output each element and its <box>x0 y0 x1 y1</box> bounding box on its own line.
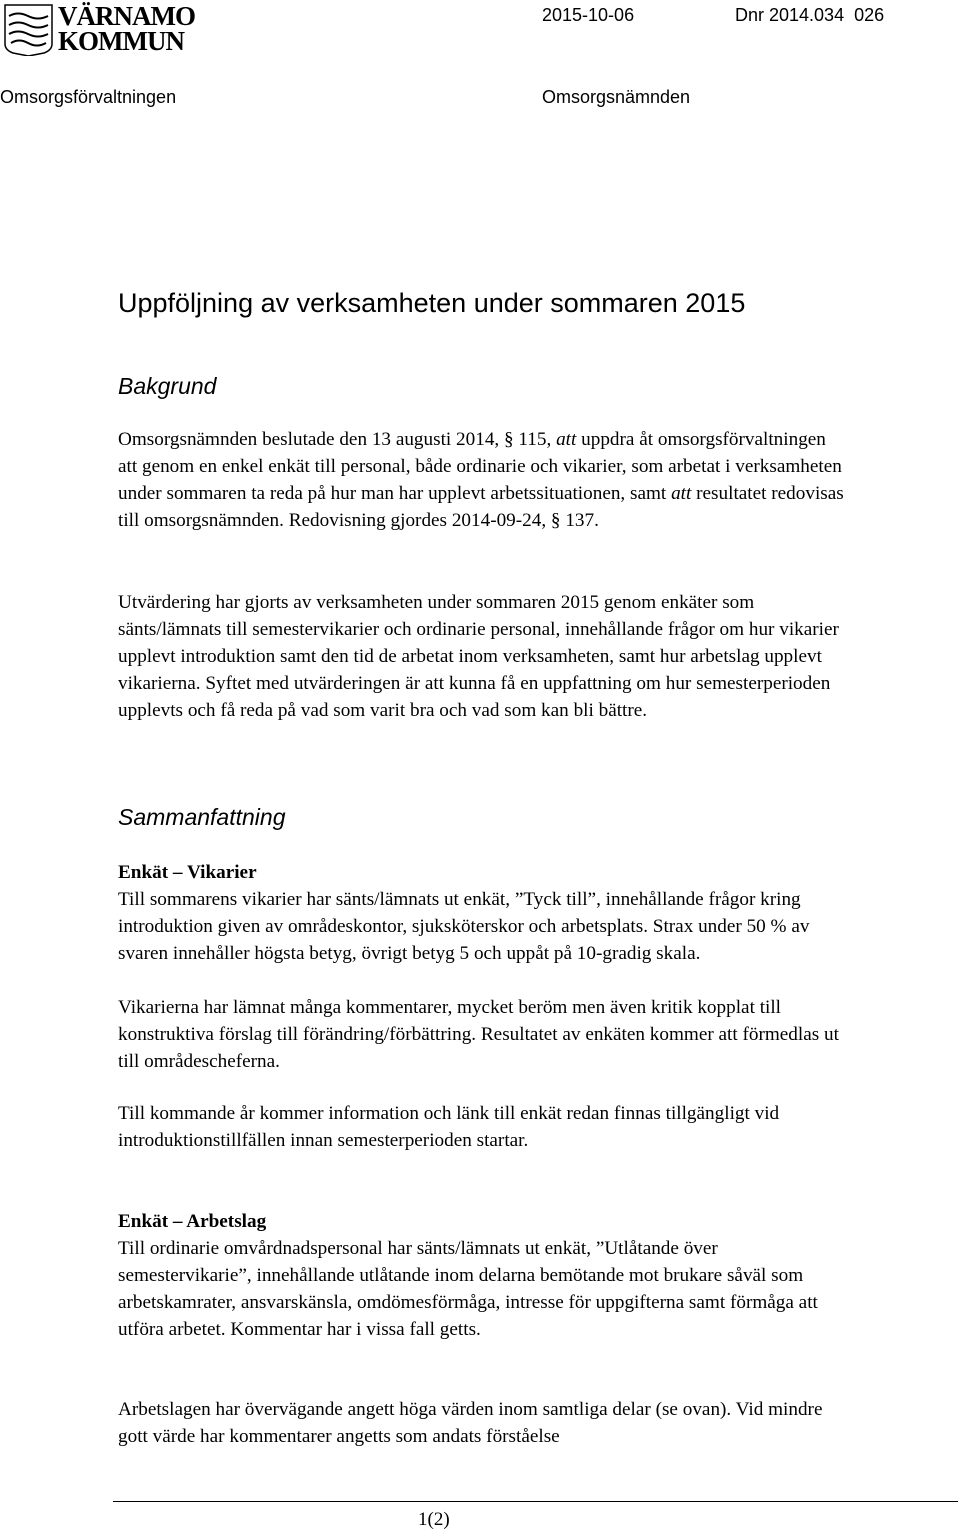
page-title: Uppföljning av verksamheten under sommaren 2015 <box>118 288 746 318</box>
page-number: 1(2) <box>418 1509 450 1530</box>
background-paragraph-2: Utvärdering har gjorts av verksamheten under sommaren 2015 genom enkäter som sänts/lämnats till semestervikarier och ordinarie personal, innehållande frågor om hur vikarier upplevt introduktion samt den tid de arbetat inom verksamheten, samt hur arbetslag upplevt vikarierna. Syftet med utvärderingen är att kunna få en uppfattning om hur semesterperioden upplevts och få reda på vad som varit bra och vad som kan bli bättre. <box>118 592 839 721</box>
survey-substitutes-paragraph-1: Till sommarens vikarier har sänts/lämnats ut enkät, ”Tyck till”, innehållande frågor kring introduktion given av områdeskontor, sjuksköterskor och arbetsplats. Strax under 50 % av svaren innehåller högsta betyg, övrigt betyg 5 och uppåt på 10-gradig skala. <box>118 889 810 964</box>
summary-heading: Sammanfattning <box>118 804 286 830</box>
survey-workteam-heading: Enkät – Arbetslag <box>118 1211 267 1232</box>
department-name: Omsorgsförvaltningen <box>0 87 177 107</box>
logo-wordmark-line1: VÄRNAMO <box>58 1 195 31</box>
document-date: 2015-10-06 <box>542 5 635 25</box>
background-paragraph-1 <box>118 426 848 534</box>
background-p1-text-middle: uppdra åt omsorgsförvaltningen att genom en enkel enkät till personal, både ordinarie och vikarier, som arbetat i verksamheten under sommaren ta reda på hur man har upplevt arbetssituationen, samt <box>118 429 842 504</box>
survey-workteam-paragraph-2: Arbetslagen har övervägande angett höga värden inom samtliga delar (se ovan). Vid mindre gott värde har kommentarer angetts som andats förståelse <box>118 1399 823 1447</box>
background-p1-text-end: resultatet redovisas till omsorgsnämnden. Redovisning gjordes 2014-09-24, § 137. <box>118 483 844 531</box>
survey-substitutes-heading: Enkät – Vikarier <box>118 862 257 883</box>
varnamo-kommun-logo <box>4 1 195 56</box>
logo-wordmark-line2: KOMMUN <box>58 26 184 56</box>
background-heading: Bakgrund <box>118 373 217 399</box>
footer-divider <box>113 1501 958 1502</box>
background-p1-text-start: Omsorgsnämnden beslutade den 13 augusti 2014, § 115, <box>118 429 557 450</box>
background-p1-att-2: att <box>671 483 692 504</box>
document-registration-number: Dnr 2014.034 026 <box>735 5 885 25</box>
background-p1-att-1: att <box>556 429 577 450</box>
survey-substitutes-paragraph-3: Till kommande år kommer information och länk till enkät redan finnas tillgängligt vid introduktionstillfällen innan semesterperioden startar. <box>118 1103 780 1151</box>
survey-substitutes-paragraph-2: Vikarierna har lämnat många kommentarer, mycket beröm men även kritik kopplat till konstruktiva förslag till förändring/förbättring. Resultatet av enkäten kommer att förmedlas ut till områdescheferna. <box>118 997 839 1072</box>
board-name: Omsorgsnämnden <box>542 87 691 107</box>
survey-workteam-paragraph-1: Till ordinarie omvårdnadspersonal har sänts/lämnats ut enkät, ”Utlåtande över semestervikarie”, innehållande utlåtande inom delarna bemötande mot brukare såväl som arbetskamrater, ansvarskänsla, omdömesförmåga, intresse för uppgifterna samt förmåga att utföra arbetet. Kommentar har i vissa fall getts. <box>118 1238 818 1340</box>
